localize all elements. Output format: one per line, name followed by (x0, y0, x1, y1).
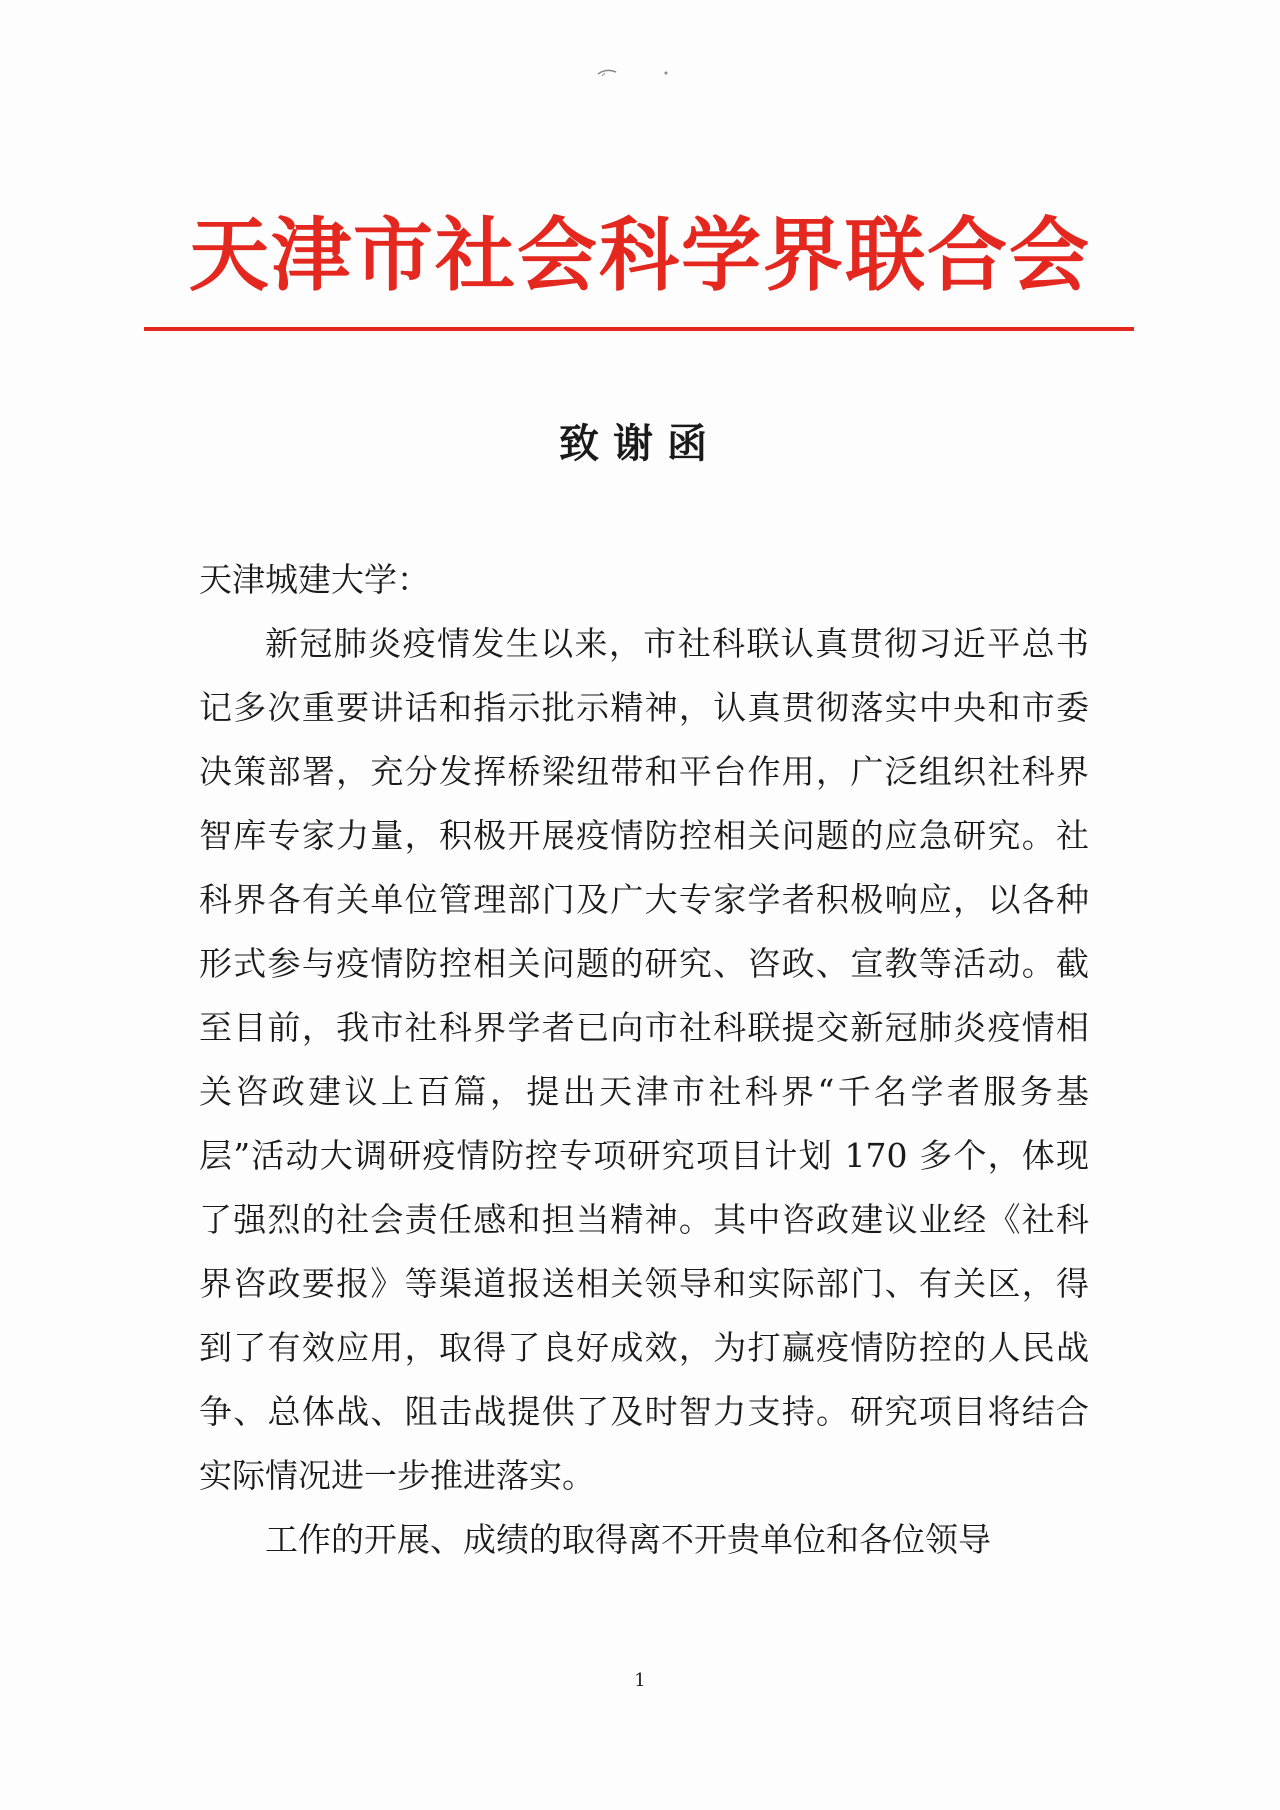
scan-artifact-mark (596, 64, 676, 80)
document-title: 致谢函 (559, 421, 721, 467)
letterhead-red-rule (144, 327, 1134, 331)
page-number: 1 (634, 1670, 646, 1691)
body-paragraph-1: 新冠肺炎疫情发生以来，市社科联认真贯彻习近平总书记多次重要讲话和指示批示精神，认真贯彻落实中央和市委决策部署，充分发挥桥梁纽带和平台作用，广泛组织社科界智库专家力量，积极开展疫情防控相关问题的应急研究。社科界各有关单位管理部门及广大专家学者积极响应，以各种形式参与疫情防控相关问题的研究、咨政、宣教等活动。截至目前，我市社科界学者已向市社科联提交新冠肺炎疫情相关咨政建议上百篇，提出天津市社科界“千名学者服务基层”活动大调研疫情防控专项研究项目计划 170 多个，体现了强烈的社会责任感和担当精神。其中咨政建议业经《社科界咨政要报》等渠道报送相关领导和实际部门、有关区，得到了有效应用，取得了良好成效，为打赢疫情防控的人民战争、总体战、阻击战提供了及时智力支持。研究项目将结合实际情况进一步推进落实。 (199, 624, 1089, 1495)
letter-body (199, 548, 1089, 1572)
salutation: 天津城建大学： (199, 560, 430, 599)
body-paragraph-2: 工作的开展、成绩的取得离不开贵单位和各位领导 (265, 1520, 991, 1559)
letterhead-org-name: 天津市社会科学界联合会 (189, 209, 1091, 302)
